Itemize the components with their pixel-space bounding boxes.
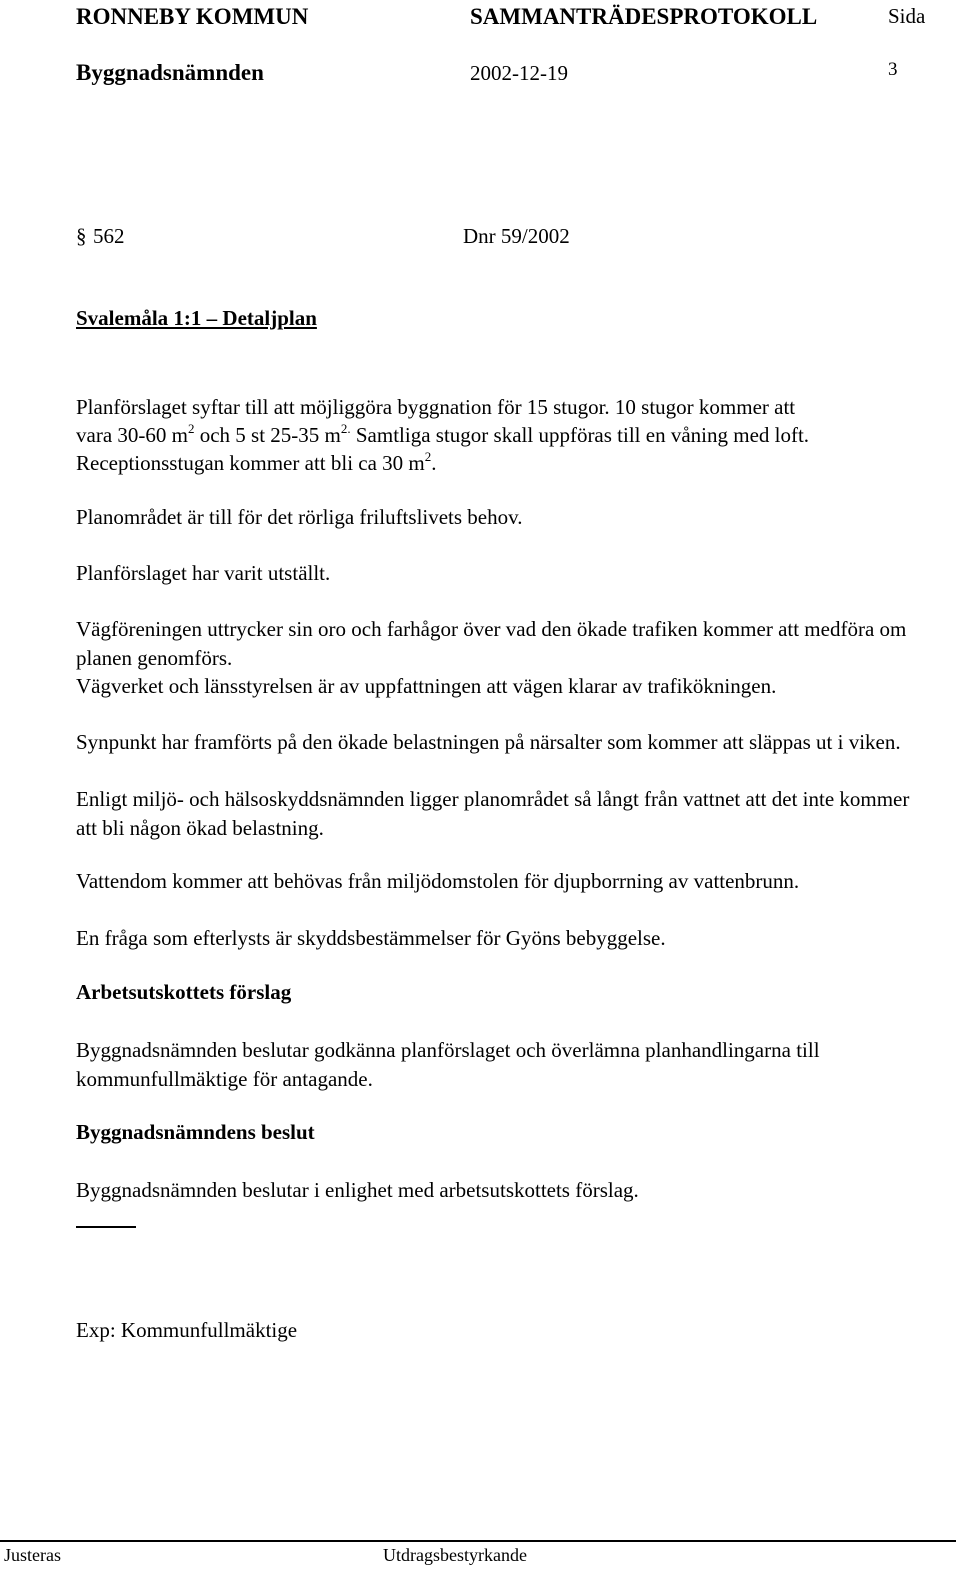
document-type: SAMMANTRÄDESPROTOKOLL (470, 4, 818, 29)
expedition-note: Exp: Kommunfullmäktige (76, 1318, 298, 1342)
paragraph-8: Vattendom kommer att behövas från miljödomstolen för djupborrning av vattenbrunn. (76, 869, 800, 893)
paragraph-symbol: § (76, 224, 87, 248)
sentence-text: Receptionsstugan kommer att bli ca 30 m (76, 451, 425, 475)
paragraph-2: Planområdet är till för det rörliga friluftslivets behov. (76, 505, 523, 529)
short-divider (76, 1226, 136, 1228)
paragraph-6: Synpunkt har framförts på den ökade belastningen på närsalter som kommer att släppas ut i viken. (76, 730, 901, 754)
decision-heading: Byggnadsnämndens beslut (76, 1120, 315, 1144)
paragraph-9: En fråga som efterlysts är skyddsbestämmelser för Gyöns bebyggelse. (76, 926, 666, 950)
paragraph-3: Planförslaget har varit utställt. (76, 561, 331, 585)
sentence-text: Samtliga stugor skall uppföras till en våning med loft. (350, 423, 810, 447)
superscript: 2 (424, 449, 432, 464)
page-label: Sida (888, 4, 926, 28)
paragraph-1-line-1: Planförslaget syftar till att möjliggöra byggnation för 15 stugor. 10 stugor kommer att (76, 395, 796, 419)
footer-rule (0, 1540, 956, 1542)
paragraph-11: Byggnadsnämnden beslutar i enlighet med arbetsutskottets förslag. (76, 1178, 639, 1202)
superscript: 2. (340, 421, 351, 436)
proposal-heading: Arbetsutskottets förslag (76, 980, 292, 1004)
case-dnr: Dnr 59/2002 (463, 224, 570, 248)
superscript: 2 (187, 421, 195, 436)
sentence-text: . (431, 451, 437, 475)
footer-utdragsbestyrkande: Utdragsbestyrkande (383, 1545, 527, 1565)
footer-justeras: Justeras (4, 1545, 61, 1565)
paragraph-1-line-3 (76, 449, 956, 478)
municipality-name: RONNEBY KOMMUN (76, 4, 309, 29)
page-number: 3 (888, 59, 898, 80)
area-range-text: vara 30-60 m (76, 423, 188, 447)
meeting-date: 2002-12-19 (470, 61, 568, 85)
paragraph-7: Enligt miljö- och hälsoskyddsnämnden ligger planområdet så långt från vattnet att det inte kommer att bli någon ökad belastning. (76, 787, 910, 840)
paragraph-4: Vägföreningen uttrycker sin oro och farhågor över vad den ökade trafiken kommer att medföra om planen genomförs. (76, 617, 907, 670)
area-range-text: och 5 st 25-35 m (194, 423, 341, 447)
case-title: Svalemåla 1:1 – Detaljplan (76, 306, 317, 330)
paragraph-1-line-2 (76, 421, 956, 450)
committee-name: Byggnadsnämnden (76, 60, 264, 85)
paragraph-10: Byggnadsnämnden beslutar godkänna planförslaget och överlämna planhandlingarna till kommunfullmäktige för antagande. (76, 1038, 820, 1091)
paragraph-5: Vägverket och länsstyrelsen är av uppfattningen att vägen klarar av trafikökningen. (76, 674, 777, 698)
paragraph-number: 562 (93, 224, 125, 248)
paragraph-1 (76, 393, 956, 422)
